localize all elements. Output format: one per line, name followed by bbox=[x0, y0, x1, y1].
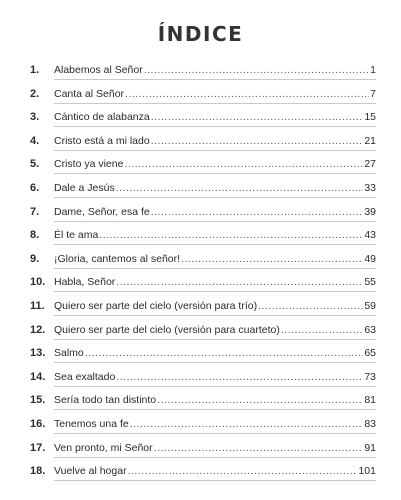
entry-title: Salmo bbox=[54, 347, 84, 360]
entry-page-number: 59 bbox=[364, 299, 376, 312]
entry-line bbox=[54, 155, 376, 174]
entry-number: 3. bbox=[30, 111, 40, 124]
entry-number: 14. bbox=[30, 370, 46, 383]
entry-page-number: 15 bbox=[364, 111, 376, 124]
toc-entry[interactable] bbox=[30, 341, 376, 365]
entry-page-number: 101 bbox=[358, 465, 376, 478]
entry-line bbox=[54, 250, 376, 269]
entry-title: Habla, Señor bbox=[54, 276, 116, 289]
entry-number: 1. bbox=[30, 64, 40, 76]
page-title: ÍNDICE bbox=[157, 22, 244, 46]
entry-line bbox=[54, 179, 376, 198]
entry-title: Alabemos al Señor bbox=[54, 64, 143, 76]
entry-number: 5. bbox=[30, 158, 40, 171]
entry-page-number: 49 bbox=[364, 252, 376, 265]
dot-leader bbox=[181, 250, 363, 268]
dot-leader bbox=[258, 297, 363, 315]
toc-entry[interactable] bbox=[30, 58, 376, 82]
entry-title: Vuelve al hogar bbox=[54, 465, 127, 478]
entry-number: 15. bbox=[30, 394, 46, 407]
entry-title: Quiero ser parte del cielo (versión para cuarteto) bbox=[54, 323, 280, 336]
toc-entry[interactable] bbox=[30, 365, 376, 389]
toc-entry[interactable] bbox=[30, 105, 376, 129]
entry-title: Él te ama bbox=[54, 229, 99, 242]
toc-entry[interactable] bbox=[30, 459, 376, 483]
dot-leader bbox=[116, 273, 363, 291]
entry-title: Ven pronto, mi Señor bbox=[54, 441, 153, 454]
entry-title: Cristo ya viene bbox=[54, 158, 124, 171]
entry-number: 4. bbox=[30, 134, 40, 147]
entry-page-number: 55 bbox=[364, 276, 376, 289]
dot-leader bbox=[99, 226, 363, 244]
entry-page-number: 83 bbox=[364, 417, 376, 430]
entry-number: 8. bbox=[30, 229, 40, 242]
toc-entry[interactable] bbox=[30, 294, 376, 318]
toc-entry[interactable] bbox=[30, 200, 376, 224]
entry-title: Dame, Señor, esa fe bbox=[54, 205, 150, 218]
entry-number: 16. bbox=[30, 417, 46, 430]
entry-title: Sea exaltado bbox=[54, 370, 116, 383]
entry-number: 9. bbox=[30, 252, 40, 265]
entry-page-number: 81 bbox=[364, 394, 376, 407]
toc-entry[interactable] bbox=[30, 223, 376, 247]
dot-leader bbox=[151, 108, 364, 126]
dot-leader bbox=[130, 415, 364, 433]
entry-number: 11. bbox=[30, 299, 45, 312]
dot-leader bbox=[151, 132, 364, 150]
entry-line bbox=[54, 61, 376, 80]
toc-entry[interactable] bbox=[30, 129, 376, 153]
entry-number: 17. bbox=[30, 441, 46, 454]
toc-entry[interactable] bbox=[30, 176, 376, 200]
entry-page-number: 91 bbox=[364, 441, 376, 454]
entry-line bbox=[54, 108, 376, 127]
dot-leader bbox=[116, 179, 364, 197]
toc-entry[interactable] bbox=[30, 388, 376, 412]
dot-leader bbox=[281, 321, 363, 339]
entry-page-number: 39 bbox=[364, 205, 376, 218]
toc-entry[interactable] bbox=[30, 412, 376, 436]
entry-title: Cántico de alabanza bbox=[54, 111, 150, 124]
dot-leader bbox=[116, 368, 363, 386]
entry-line bbox=[54, 391, 376, 410]
entry-page-number: 1 bbox=[370, 64, 376, 76]
dot-leader bbox=[125, 85, 369, 103]
entry-title: Quiero ser parte del cielo (versión para trío) bbox=[54, 299, 258, 312]
dot-leader bbox=[124, 155, 363, 173]
entry-page-number: 33 bbox=[364, 181, 376, 194]
toc-entry[interactable] bbox=[30, 82, 376, 106]
entry-number: 7. bbox=[30, 205, 40, 218]
entry-number: 6. bbox=[30, 181, 40, 194]
entry-page-number: 65 bbox=[364, 347, 376, 360]
entry-title: ¡Gloria, cantemos al señor! bbox=[54, 252, 181, 265]
entry-page-number: 73 bbox=[364, 370, 376, 383]
entry-line bbox=[54, 344, 376, 363]
entry-line bbox=[54, 321, 376, 340]
toc-entry[interactable] bbox=[30, 318, 376, 342]
entry-line bbox=[54, 85, 376, 104]
entry-page-number: 21 bbox=[364, 134, 376, 147]
entry-line bbox=[54, 203, 376, 222]
dot-leader bbox=[157, 391, 363, 409]
toc-entry[interactable] bbox=[30, 247, 376, 271]
entry-title: Cristo está a mi lado bbox=[54, 134, 150, 147]
toc-entry[interactable] bbox=[30, 436, 376, 460]
entry-line bbox=[54, 132, 376, 151]
entry-number: 13. bbox=[30, 347, 46, 360]
entry-line bbox=[54, 273, 376, 292]
entry-line bbox=[54, 226, 376, 245]
entry-number: 2. bbox=[30, 87, 40, 100]
entry-number: 18. bbox=[30, 465, 46, 478]
entry-page-number: 43 bbox=[364, 229, 376, 242]
entry-number: 10. bbox=[30, 276, 46, 289]
entry-page-number: 7 bbox=[370, 87, 376, 100]
toc-entry[interactable] bbox=[30, 270, 376, 294]
entry-title: Canta al Señor bbox=[54, 87, 125, 100]
entry-line bbox=[54, 439, 376, 458]
entry-title: Dale a Jesús bbox=[54, 181, 115, 194]
dot-leader bbox=[85, 344, 364, 362]
dot-leader bbox=[151, 203, 364, 221]
dot-leader bbox=[144, 61, 369, 79]
entry-title: Tenemos una fe bbox=[54, 417, 129, 430]
entry-line bbox=[54, 415, 376, 434]
entry-page-number: 63 bbox=[364, 323, 376, 336]
entry-line bbox=[54, 462, 376, 481]
entry-number: 12. bbox=[30, 323, 46, 336]
dot-leader bbox=[128, 462, 358, 480]
entry-title: Sería todo tan distinto bbox=[54, 394, 157, 407]
table-of-contents bbox=[30, 58, 376, 483]
entry-line bbox=[54, 297, 376, 316]
dot-leader bbox=[154, 439, 364, 457]
entry-line bbox=[54, 368, 376, 387]
entry-page-number: 27 bbox=[364, 158, 376, 171]
toc-entry[interactable] bbox=[30, 152, 376, 176]
